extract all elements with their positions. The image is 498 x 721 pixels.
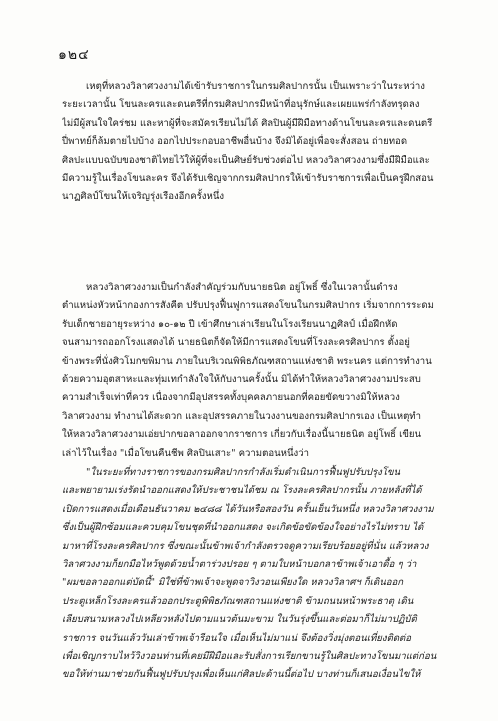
- quotation-block: [62, 464, 462, 685]
- paragraph-line: วิลาศวงงาม ทำงานได้สะดวก และอุปสรรคภายในวงงานของกรมศิลปากรเอง เป็นเหตุทำ: [62, 410, 422, 422]
- paragraph-line: ให้หลวงวิลาศวงงามเอ่ยปากขอลาออกจากราชการ เกี่ยวกับเรื่องนี้นายธนิต อยู่โพธิ์ เขียน: [62, 429, 422, 441]
- paragraph-line: เหตุที่หลวงวิลาศวงงามได้เข้ารับราชการในกรมศิลปากรนั้น เป็นเพราะว่าในระหว่าง: [86, 81, 425, 92]
- quotation-line: เพื่อเชิญกราบไหว้วิงวอนท่านที่เคยมีฝีมือและรับสั่งการเรียกขานรู้ในศิลปะทางโขนมาแต่ก่อน: [62, 651, 437, 663]
- paragraph-line: จนสามารถออกโรงแสดงได้ นายธนิตก็จัดให้มีการแสดงโขนที่โรงละครศิลปากร ตั้งอยู่: [62, 337, 410, 349]
- paragraph-line: ด้วยความอุตสาหะและทุ่มเทกำลังใจให้กับงานครั้งนั้น มิได้ทำให้หลวงวิลาศวงงามประสบ: [62, 374, 421, 386]
- paragraph-line: ระยะเวลานั้น โขนละครและดนตรีที่กรมศิลปากรมีหน้าที่อนุรักษ์และเผยแพร่กำลังทรุดลง: [62, 99, 420, 111]
- quotation-line: เลียบสนามหลวงไปเหลียวหลังไปตามแนวต้นมะขาม ในวันรุ่งขึ้นและต่อมาก็ไม่มาปฏิบัติ: [62, 614, 417, 626]
- quotation-line: "ผมขอลาออกแต่บัดนี้" มิใช่ที่ข้าพเจ้าจะพูดจาวิงวอนเพียงใด หลวงวิลาศฯ ก็เดินออก: [62, 577, 404, 589]
- quotation-line: มาหาที่โรงละครศิลปากร ซึ่งขณะนั้นข้าพเจ้ากำลังตรวจดูความเรียบร้อยอยู่ที่นั่น แล้วหลวง: [62, 540, 429, 552]
- paragraph-line: มีความรู้ในเรื่องโขนละคร จึงได้รับเชิญจากกรมศิลปากรให้เข้ารับราชการเพื่อเป็นครูฝึกสอน: [62, 173, 434, 185]
- quotation-line: ซึ่งเป็นผู้ฝึกซ้อมและควบคุมโขนชุดที่นำออกแสดง จะเกิดข้อขัดข้องใจอย่างไรไม่ทราบ ได้: [62, 522, 424, 534]
- page-number: ๑๒๔: [58, 47, 90, 63]
- paragraph-line: ข้างพระที่นั่งศิวโมกขพิมาน ภายในบริเวณพิพิธภัณฑสถานแห่งชาติ พระนคร แต่การทำงาน: [62, 355, 432, 367]
- paragraph-line: เล่าไว้ในเรื่อง "เมื่อโขนคืนชีพ ศิลปินเสาะ" ความตอนหนึ่งว่า: [62, 447, 309, 459]
- quotation-line: ราชการ จนวันแล้ววันเล่าข้าพเจ้ารีอนใจ เมื่อเห็นไม่มาแน่ จึงต้องวิ่งมุ่งตอนเที่ยงติดต่อ: [62, 632, 412, 644]
- paragraph-1: [62, 78, 462, 207]
- paragraph-line: ตำแหน่งหัวหน้ากองการสังคีต ปรับปรุงฟื้นฟูการแสดงโขนในกรมศิลปากร เริ่มจากการระดม: [62, 300, 434, 312]
- quotation-line: วิลาศวงงามก็ยกมือไหว้พูดด้วยน้ำตาร่วงปรอย ๆ ตามใบหน้าบอกลาข้าพเจ้าเอาดื้อ ๆ ว่า: [62, 559, 417, 571]
- quotation-line: เปิดการแสดงเมื่อเดือนธันวาคม ๒๔๘๘ ได้วันหรือสองวัน ครั้นเย็นวันหนึ่ง หลวงวิลาศวงงาม: [62, 503, 434, 515]
- paragraph-line: ปี่พาทย์ก็ล้มตายไปบ้าง ออกไปประกอบอาชีพอื่นบ้าง จึงมิได้อยู่เพื่อจะสั่งสอน ถ่ายทอด: [62, 136, 408, 148]
- paragraph-line: ไม่มีผู้สนใจใคร่ชม และหาผู้ที่จะสมัครเรียนไม่ได้ ศิลปินผู้มีฝีมือทางด้านโขนละครและดนตรี: [62, 117, 433, 129]
- quotation-line: ประตูเหล็กโรงละครแล้วออกประตูพิพิธภัณฑสถานแห่งชาติ ข้ามถนนหน้าพระธาตุ เดิน: [62, 595, 414, 607]
- paragraph-line: ศิลปะแบบฉบับของชาติไทยไว้ให้ผู้ที่จะเป็นศิษย์รับช่วงต่อไป หลวงวิลาศวงงามซึ่งมีฝีมือและ: [62, 154, 430, 166]
- quotation-line: ขอให้ท่านมาช่วยกันฟื้นฟูปรับปรุงเพื่อเห็นแก่ศิลปะด้านนี้ต่อไป บางท่านก็เสนอเงื่อนไขให้: [62, 669, 421, 681]
- quotation-line: และพยายามเร่งรัดนำออกแสดงให้ประชาชนได้ชม ณ โรงละครศิลปากรนั้น ภายหลังที่ได้: [62, 485, 422, 497]
- quotation-line: "ในระยะที่ทางราชการของกรมศิลปากรกำลังเริ่มดำเนินการฟื้นฟูปรับปรุงโขน: [86, 467, 401, 478]
- paragraph-line: หลวงวิลาศวงงามเป็นกำลังสำคัญร่วมกับนายธนิต อยู่โพธิ์ ซึ่งในเวลานั้นดำรง: [86, 282, 398, 293]
- paragraph-line: นาฏศิลป์โขนให้เจริญรุ่งเรืองอีกครั้งหนึ่ง: [62, 191, 225, 203]
- paragraph-line: รับเด็กชายอายุระหว่าง ๑๐-๑๒ ปี เข้าศึกษาเล่าเรียนในโรงเรียนนาฏศิลป์ เมื่อฝึกหัด: [62, 318, 398, 330]
- paragraph-line: ความสำเร็จเท่าที่ควร เนื่องจากมีอุปสรรคทั้งบุคคลภายนอกที่คอยขัดขวางมิให้หลวง: [62, 392, 400, 404]
- paragraph-2: [62, 279, 462, 463]
